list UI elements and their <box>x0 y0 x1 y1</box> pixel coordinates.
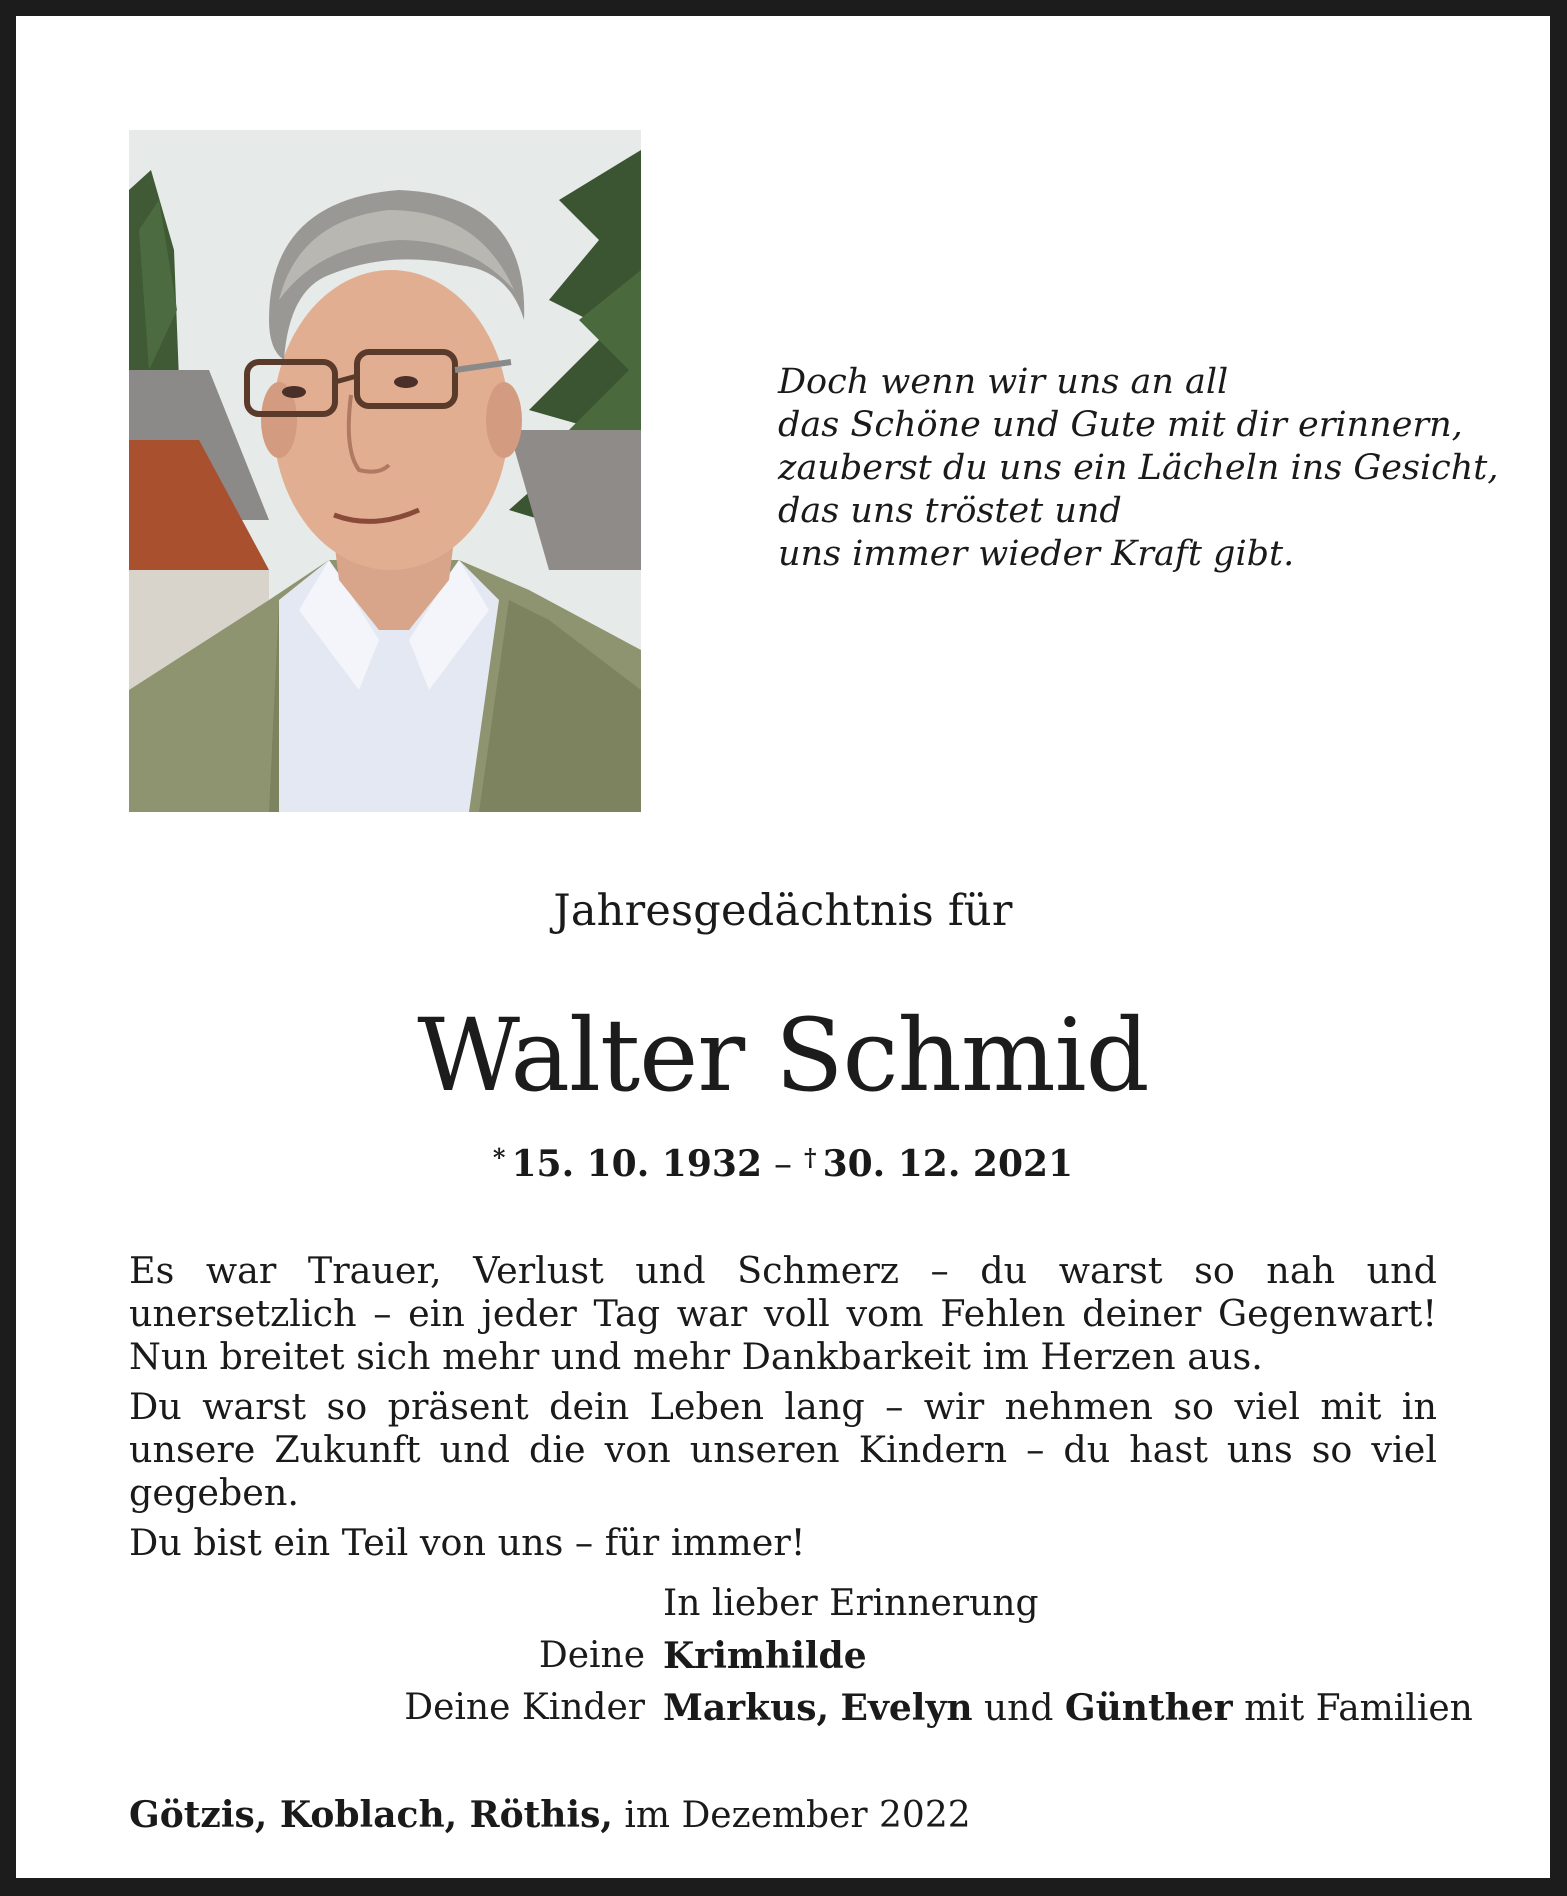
portrait-illustration <box>129 130 641 812</box>
poem-line: das uns tröstet und <box>778 491 1122 531</box>
child-name: Markus, <box>663 1687 830 1729</box>
memorial-text <box>129 1249 1437 1571</box>
paragraph: Es war Trauer, Verlust und Schmerz – du warst so nah und unersetzlich – ein jeder Tag war voll vom Fehlen deiner Gegenwart! Nun breitet sich mehr und mehr Dankbarkeit im Herzen aus. <box>129 1249 1437 1378</box>
portrait-photo <box>129 130 641 812</box>
wife-label: Deine <box>538 1635 645 1676</box>
birth-star-icon: * <box>492 1143 506 1172</box>
signoff-greeting: In lieber Erinnerung <box>663 1583 1039 1624</box>
death-date: 30. 12. 2021 <box>822 1143 1074 1185</box>
children-label: Deine Kinder <box>404 1687 645 1728</box>
signoff-wife-row <box>16 1630 1550 1682</box>
death-cross-icon: † <box>804 1143 817 1172</box>
children-value <box>663 1682 1473 1735</box>
life-dates <box>16 1143 1550 1185</box>
child-name: Günther <box>1064 1687 1233 1729</box>
paragraph: Du bist ein Teil von uns – für immer! <box>129 1521 806 1564</box>
poem-line: das Schöne und Gute mit dir erinnern, <box>778 405 1463 445</box>
poem-line: Doch wenn wir uns an all <box>778 362 1229 402</box>
families-suffix: mit Familien <box>1244 1688 1473 1729</box>
places: Götzis, Koblach, Röthis, <box>129 1794 613 1836</box>
deceased-name: Walter Schmid <box>417 997 1149 1114</box>
obituary-card <box>16 16 1550 1878</box>
conjunction: und <box>984 1688 1054 1729</box>
signoff-greeting-row <box>16 1578 1550 1630</box>
date-separator: – <box>774 1144 792 1185</box>
month-year: im Dezember 2022 <box>624 1795 971 1836</box>
child-name: Evelyn <box>840 1687 973 1729</box>
place-date-line <box>129 1794 971 1836</box>
paragraph: Du warst so präsent dein Leben lang – wir nehmen so viel mit in unsere Zukunft und die von unseren Kindern – du hast uns so viel gegeben. <box>129 1385 1437 1514</box>
signoff <box>16 1578 1550 1734</box>
poem <box>778 361 1498 576</box>
poem-line: uns immer wieder Kraft gibt. <box>778 534 1295 574</box>
memorial-intro: Jahresgedächtnis für <box>553 886 1013 936</box>
poem-line: zauberst du uns ein Lächeln ins Gesicht, <box>778 448 1499 488</box>
wife-name: Krimhilde <box>663 1635 867 1677</box>
signoff-children-row <box>16 1682 1550 1734</box>
birth-date: 15. 10. 1932 <box>511 1143 762 1185</box>
wife-value <box>663 1630 867 1683</box>
